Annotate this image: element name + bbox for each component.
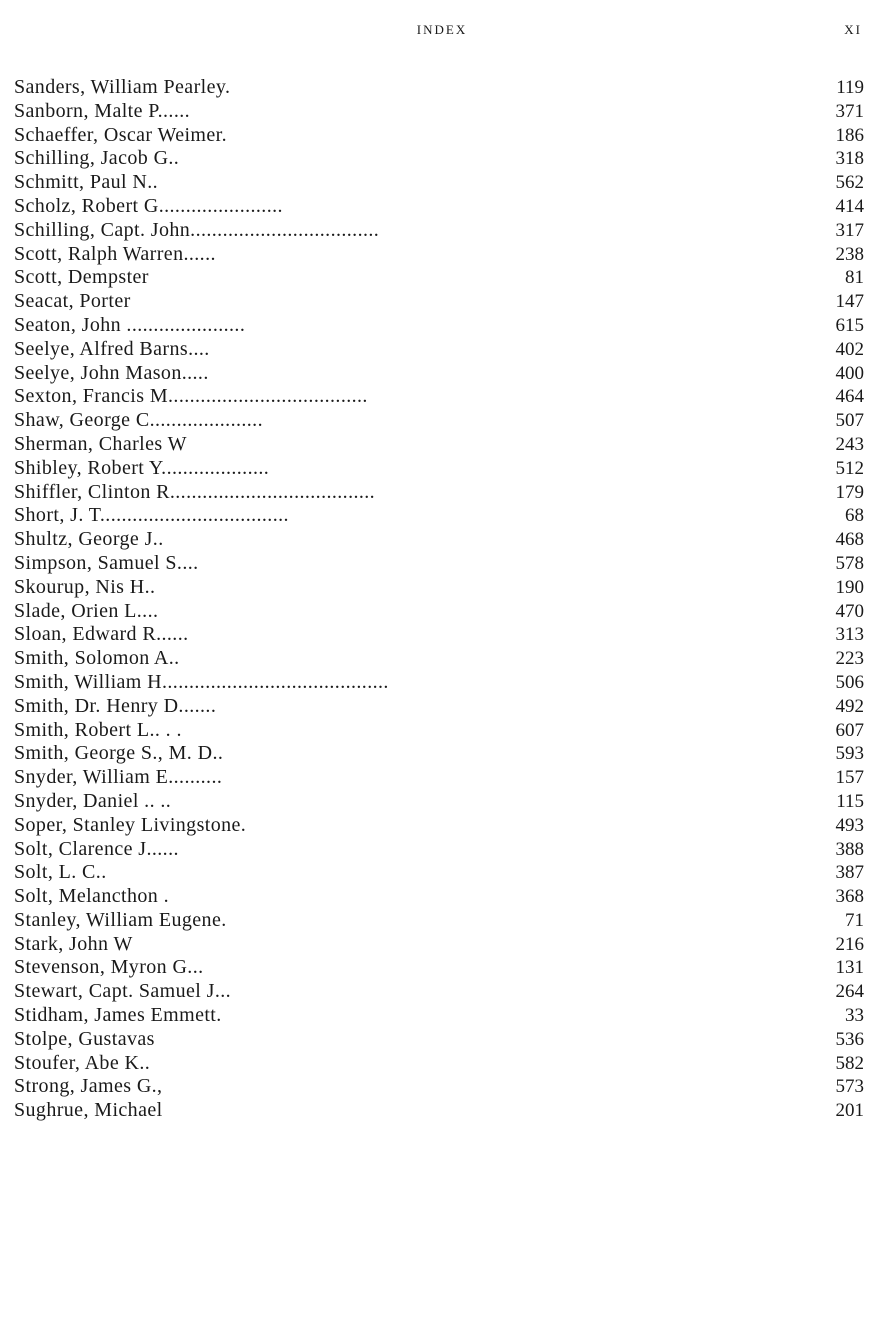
entry-page-number: 536 bbox=[835, 1028, 864, 1050]
entry-name: Sanders, William Pearley. bbox=[14, 76, 231, 98]
entry-name: Scott, Dempster bbox=[14, 266, 149, 289]
entry-page-number: 400 bbox=[835, 362, 864, 384]
entry-name: Solt, Melancthon . bbox=[14, 885, 169, 908]
entry-name: Shultz, George J.. bbox=[14, 528, 164, 551]
entry-page-number: 607 bbox=[835, 719, 864, 741]
entry-name: Sherman, Charles W bbox=[14, 432, 187, 455]
entry-page-number: 493 bbox=[835, 814, 864, 836]
index-entry bbox=[14, 171, 864, 195]
entry-page-number: 115 bbox=[836, 790, 864, 812]
entry-page-number: 506 bbox=[835, 671, 864, 693]
entry-name: Strong, James G., bbox=[14, 1075, 163, 1098]
entry-page-number: 573 bbox=[835, 1076, 864, 1098]
index-entry bbox=[14, 219, 864, 243]
entry-page-number: 387 bbox=[835, 862, 864, 884]
index-entry bbox=[14, 314, 864, 338]
entry-name: Sanborn, Malte P...... bbox=[14, 99, 191, 122]
index-entry bbox=[14, 124, 864, 148]
index-entry bbox=[14, 576, 864, 600]
entry-name: Seelye, Alfred Barns.... bbox=[14, 337, 210, 360]
entry-page-number: 615 bbox=[835, 314, 864, 336]
entry-name: Schaeffer, Oscar Weimer. bbox=[14, 123, 228, 146]
entry-page-number: 179 bbox=[835, 481, 864, 503]
index-entry bbox=[14, 980, 864, 1004]
entry-page-number: 147 bbox=[835, 291, 864, 313]
index-entry bbox=[14, 76, 864, 100]
entry-name: Scholz, Robert G....................... bbox=[14, 194, 283, 217]
entry-name: Smith, Solomon A.. bbox=[14, 647, 180, 670]
index-entry bbox=[14, 861, 864, 885]
index-entry bbox=[14, 766, 864, 790]
index-entry bbox=[14, 147, 864, 171]
index-entry bbox=[14, 385, 864, 409]
index-entry bbox=[14, 1004, 864, 1028]
index-entry bbox=[14, 647, 864, 671]
entry-page-number: 593 bbox=[835, 743, 864, 765]
entry-name: Soper, Stanley Livingstone. bbox=[14, 813, 247, 836]
entry-name: Short, J. T................................... bbox=[14, 504, 289, 527]
index-entry bbox=[14, 266, 864, 290]
entry-page-number: 313 bbox=[835, 624, 864, 646]
entry-name: Stanley, William Eugene. bbox=[14, 908, 227, 931]
entry-page-number: 582 bbox=[835, 1052, 864, 1074]
entry-name: Sloan, Edward R...... bbox=[14, 623, 189, 646]
index-entry bbox=[14, 504, 864, 528]
entry-name: Stark, John W bbox=[14, 932, 133, 955]
entry-page-number: 414 bbox=[835, 195, 864, 217]
entry-name: Seaton, John ...................... bbox=[14, 313, 246, 336]
index-entry bbox=[14, 695, 864, 719]
entry-name: Stolpe, Gustavas bbox=[14, 1027, 155, 1050]
index-entry bbox=[14, 814, 864, 838]
index-entry bbox=[14, 600, 864, 624]
index-entry bbox=[14, 719, 864, 743]
entry-page-number: 371 bbox=[835, 100, 864, 122]
index-entry bbox=[14, 338, 864, 362]
entry-name: Stevenson, Myron G... bbox=[14, 956, 204, 979]
entry-page-number: 578 bbox=[835, 552, 864, 574]
entry-page-number: 157 bbox=[835, 767, 864, 789]
entry-name: Solt, Clarence J...... bbox=[14, 837, 179, 860]
entry-name: Solt, L. C.. bbox=[14, 861, 107, 884]
entry-page-number: 186 bbox=[835, 124, 864, 146]
entry-page-number: 388 bbox=[835, 838, 864, 860]
entry-page-number: 264 bbox=[835, 981, 864, 1003]
entry-name: Shaw, George C..................... bbox=[14, 409, 263, 432]
entry-page-number: 562 bbox=[835, 172, 864, 194]
entry-name: Seelye, John Mason..... bbox=[14, 361, 209, 384]
entry-page-number: 492 bbox=[835, 695, 864, 717]
index-entry bbox=[14, 1075, 864, 1099]
entry-name: Skourup, Nis H.. bbox=[14, 575, 156, 598]
index-entry bbox=[14, 956, 864, 980]
entry-page-number: 243 bbox=[835, 433, 864, 455]
index-entry bbox=[14, 885, 864, 909]
entry-name: Smith, William H.......................................... bbox=[14, 670, 389, 693]
entry-name: Smith, Dr. Henry D....... bbox=[14, 694, 217, 717]
entry-name: Stewart, Capt. Samuel J... bbox=[14, 980, 232, 1003]
index-entry bbox=[14, 1099, 864, 1123]
index-entry bbox=[14, 1028, 864, 1052]
index-entry bbox=[14, 909, 864, 933]
entry-page-number: 68 bbox=[845, 505, 864, 527]
entry-name: Scott, Ralph Warren...... bbox=[14, 242, 216, 265]
entry-page-number: 470 bbox=[835, 600, 864, 622]
entry-page-number: 119 bbox=[836, 77, 864, 98]
entry-name: Sughrue, Michael bbox=[14, 1099, 163, 1122]
entry-page-number: 512 bbox=[835, 457, 864, 479]
page-number: XI bbox=[844, 22, 862, 37]
index-entry bbox=[14, 528, 864, 552]
entry-page-number: 216 bbox=[835, 933, 864, 955]
entry-name: Snyder, Daniel .. .. bbox=[14, 789, 172, 812]
entry-page-number: 201 bbox=[835, 1100, 864, 1122]
entry-name: Seacat, Porter bbox=[14, 290, 131, 313]
index-entry bbox=[14, 362, 864, 386]
index-entry bbox=[14, 671, 864, 695]
index-entry bbox=[14, 552, 864, 576]
index-entry bbox=[14, 409, 864, 433]
entry-page-number: 368 bbox=[835, 886, 864, 908]
entry-page-number: 464 bbox=[835, 386, 864, 408]
index-entry bbox=[14, 290, 864, 314]
index-entry bbox=[14, 100, 864, 124]
entry-page-number: 71 bbox=[845, 909, 864, 931]
index-entry bbox=[14, 623, 864, 647]
entry-name: Slade, Orien L.... bbox=[14, 599, 159, 622]
entry-name: Smith, Robert L.. . . bbox=[14, 718, 182, 741]
entry-name: Sexton, Francis M..................................... bbox=[14, 385, 368, 408]
entry-page-number: 507 bbox=[835, 410, 864, 432]
entry-name: Schilling, Capt. John................................... bbox=[14, 218, 380, 241]
entry-page-number: 468 bbox=[835, 529, 864, 551]
index-entry bbox=[14, 1052, 864, 1076]
page-header bbox=[0, 22, 884, 46]
page-title: INDEX bbox=[416, 22, 468, 37]
entry-name: Smith, George S., M. D.. bbox=[14, 742, 224, 765]
entry-name: Stoufer, Abe K.. bbox=[14, 1051, 151, 1074]
entry-name: Schmitt, Paul N.. bbox=[14, 171, 159, 194]
index-entry bbox=[14, 838, 864, 862]
entry-page-number: 318 bbox=[835, 148, 864, 170]
entry-page-number: 81 bbox=[845, 267, 864, 289]
entry-page-number: 190 bbox=[835, 576, 864, 598]
entry-page-number: 33 bbox=[845, 1005, 864, 1027]
entry-page-number: 402 bbox=[835, 338, 864, 360]
entry-name: Simpson, Samuel S.... bbox=[14, 551, 199, 574]
index-entry bbox=[14, 457, 864, 481]
entry-name: Schilling, Jacob G.. bbox=[14, 147, 180, 170]
entry-page-number: 223 bbox=[835, 648, 864, 670]
entry-page-number: 238 bbox=[835, 243, 864, 265]
entry-page-number: 317 bbox=[835, 219, 864, 241]
entry-name: Shibley, Robert Y.................... bbox=[14, 456, 270, 479]
index-entry bbox=[14, 742, 864, 766]
index-entry bbox=[14, 243, 864, 267]
index-entry bbox=[14, 790, 864, 814]
entry-name: Snyder, William E.......... bbox=[14, 766, 223, 789]
entry-name: Shiffler, Clinton R...................................... bbox=[14, 480, 376, 503]
index-entry bbox=[14, 933, 864, 957]
index-entry bbox=[14, 481, 864, 505]
index-list bbox=[14, 76, 864, 1123]
entry-page-number: 131 bbox=[835, 957, 864, 979]
index-entry bbox=[14, 433, 864, 457]
entry-name: Stidham, James Emmett. bbox=[14, 1004, 222, 1027]
index-entry bbox=[14, 195, 864, 219]
